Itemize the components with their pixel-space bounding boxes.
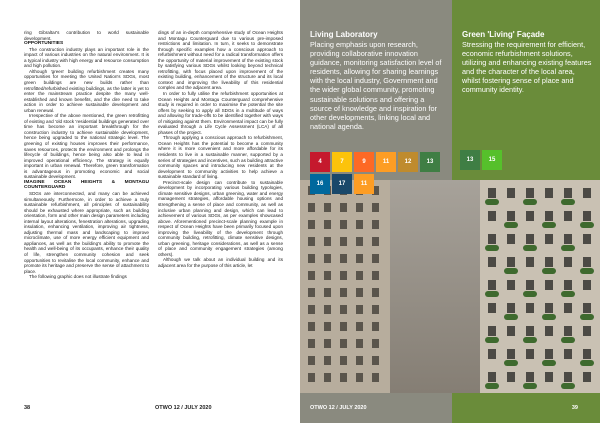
- tower-block: [300, 180, 390, 393]
- window: [545, 303, 553, 313]
- sdg-goal-icon: 11: [376, 152, 396, 172]
- window: [564, 280, 572, 290]
- window: [488, 211, 496, 221]
- window: [356, 203, 363, 212]
- window: [545, 211, 553, 221]
- window: [324, 237, 331, 246]
- balcony-plant: [561, 199, 575, 205]
- window: [507, 372, 515, 382]
- paragraph: Although 'green' building refurbishment creates many opportunities for meeting the United Nation's SDGs, most green buildings are new builds rather than retrofitted/refurbished existing buildings, as the latter is yet to enter the mainstream practice despite the many well-established and known benefits, and the dire need to take action in order to achieve sustainable development and urban renewal.: [24, 68, 149, 113]
- sdg-goal-icon: 7: [332, 152, 352, 172]
- window: [583, 372, 591, 382]
- window: [356, 305, 363, 314]
- window: [372, 373, 379, 382]
- sdg-goal-icon: 16: [310, 174, 330, 194]
- window: [372, 203, 379, 212]
- window: [356, 271, 363, 280]
- window: [507, 326, 515, 336]
- window: [545, 280, 553, 290]
- window: [583, 303, 591, 313]
- window: [564, 188, 572, 198]
- window: [526, 257, 534, 267]
- window: [526, 349, 534, 359]
- window: [583, 280, 591, 290]
- window: [372, 322, 379, 331]
- balcony-plant: [561, 245, 575, 251]
- balcony-plant: [504, 360, 518, 366]
- window: [324, 356, 331, 365]
- window: [583, 326, 591, 336]
- paragraph: In order to fully utilise the refurbishment opportunities at Ocean Heights and Montagu Counterguard comprehensive study is required in order to maximise the potential the site offers by seeking to apply all SDGs in a multitude of ways and allowing for trade-offs to be identified together with ways of mitigating against them. Environmental impact can be fully evaluated through a Life Cycle Assessment (LCA) of all phases of the project.: [158, 91, 283, 135]
- sdg-goal-icon: 11: [354, 174, 374, 194]
- living-laboratory-title: Living Laboratory: [310, 30, 378, 39]
- window: [372, 339, 379, 348]
- window: [583, 349, 591, 359]
- balcony-plant: [542, 314, 556, 320]
- window: [583, 234, 591, 244]
- sdg-goal-icon: 13: [460, 150, 480, 170]
- balcony-plant: [561, 337, 575, 343]
- window: [340, 356, 347, 365]
- window: [545, 326, 553, 336]
- window: [324, 271, 331, 280]
- window: [488, 326, 496, 336]
- balcony-plant: [523, 245, 537, 251]
- window: [308, 220, 315, 229]
- window: [372, 254, 379, 263]
- window: [372, 220, 379, 229]
- paragraph: Through applying a conscious approach to refurbishment, Ocean Heights has the potential to become a community where it is more convenient and more affordable for its residents to live in a sustainable manner, supported by a series of strategies and incentives, such as building attractive community spaces and introducing new residents at the development to community activities to help achieve a sustainable standard of living.: [158, 135, 283, 180]
- window: [324, 305, 331, 314]
- sdg-goal-icon: 12: [398, 152, 418, 172]
- balcony-plant: [485, 291, 499, 297]
- window: [545, 349, 553, 359]
- window: [564, 303, 572, 313]
- window: [564, 326, 572, 336]
- paragraph: ring Gibraltar's contribution to world sustainable development.: [24, 30, 149, 41]
- window: [526, 188, 534, 198]
- window: [340, 288, 347, 297]
- paragraph: Precinct-scale design can contribute to sustainable development by incorporating various building typologies, climate sensitive designs, urban greening, water and energy management strategies, affordable housing options and strengthening a sense of place and community, as well as inclusive urban planning and design, which can lead to achievement of various SDGs, as per examples showcased above. Aforementioned precinct-scale planning example in respect of Ocean Heights have been primarily focused upon improving the liveability of the development through community building, retrofitting, climate sensitive designs, urban greening, heritage considerations, as well as a sense of place and community engagement strategies (among others).: [158, 179, 283, 257]
- window: [308, 322, 315, 331]
- sdg-goal-icon: 13: [420, 152, 440, 172]
- magazine-footer-right: OTWO 12 / JULY 2020: [310, 405, 367, 411]
- right-page: [300, 0, 600, 423]
- window: [308, 373, 315, 382]
- balcony-plant: [523, 337, 537, 343]
- window: [340, 305, 347, 314]
- magazine-footer-left: OTWO 12 / JULY 2020: [155, 405, 212, 411]
- balcony-plant: [504, 268, 518, 274]
- window: [356, 254, 363, 263]
- left-column-2: [158, 30, 283, 269]
- balcony-plant: [485, 199, 499, 205]
- sdg-goal-icon: 17: [332, 174, 352, 194]
- window: [356, 373, 363, 382]
- window: [545, 372, 553, 382]
- paragraph: SDGs are interconnected, and many can be achieved simultaneously. Furthermore, in order to achieve a truly sustainable refurbishment, all principles of sustainability should be exhausted where appropriate, such as building orientation, form and other main design parameters including internal layout alterations, fenestration alterations, upgrading insulation, enhancing ventilation, improving air tightness, adjusting thermal mass and landscaping to improve microclimate, use of more energy efficient equipment and appliances, as well as the building's ability to promote the health and well-being of its occupants, enhance their quality of life, strengthen community cohesion and seek opportunities to revitalise the local community, enhance and promote its heritage and preserve the sense of attachment to place.: [24, 191, 149, 274]
- window: [526, 280, 534, 290]
- window: [507, 211, 515, 221]
- paragraph: The construction industry plays an important role in the impact of various industries on the natural environment. It is a typical industry with high energy and resource consumption and high pollution.: [24, 46, 149, 69]
- balcony-plant: [504, 222, 518, 228]
- paragraph: The following graphic does not illustrate findings: [29, 274, 127, 280]
- window: [324, 373, 331, 382]
- window: [526, 326, 534, 336]
- window: [507, 303, 515, 313]
- window: [308, 305, 315, 314]
- window: [308, 271, 315, 280]
- window: [488, 234, 496, 244]
- balcony-plant: [485, 245, 499, 251]
- balcony-plant: [561, 291, 575, 297]
- balcony-plant: [561, 383, 575, 389]
- window: [356, 356, 363, 365]
- window: [372, 356, 379, 365]
- window: [488, 372, 496, 382]
- paragraph: dings of an in-depth comprehensive study of Ocean Heights and Montagu Counterguard due to various pre-imposed restrictions and limitation. In turn, it seeks to demonstrate through specific examples how a conscious approach to refurbishment without need for a radical transformation offers the opportunity of material improvement of the existing stock by satisfying various SDGs whilst looking beyond technical retrofitting, with focus placed upon improvement of the existing building, enhancement of the structure and its local context and improving the liveability of this residential complex and the adjacent area.: [158, 30, 283, 91]
- window: [340, 322, 347, 331]
- window: [545, 257, 553, 267]
- balcony-plant: [580, 314, 594, 320]
- window: [308, 254, 315, 263]
- window: [507, 188, 515, 198]
- window: [564, 211, 572, 221]
- window: [340, 220, 347, 229]
- window: [583, 211, 591, 221]
- window: [488, 349, 496, 359]
- window: [526, 234, 534, 244]
- balcony-plant: [523, 291, 537, 297]
- window: [488, 303, 496, 313]
- green-facade-building: [480, 180, 600, 393]
- green-facade-title: Green 'Living' Façade: [462, 30, 545, 39]
- window: [340, 271, 347, 280]
- window: [526, 303, 534, 313]
- window: [507, 257, 515, 267]
- window: [488, 257, 496, 267]
- window: [372, 237, 379, 246]
- window: [308, 203, 315, 212]
- page-number-left: 38: [24, 405, 31, 411]
- window: [564, 349, 572, 359]
- window: [308, 237, 315, 246]
- window: [564, 257, 572, 267]
- window: [545, 234, 553, 244]
- window: [324, 288, 331, 297]
- window: [356, 220, 363, 229]
- window: [340, 237, 347, 246]
- window: [564, 234, 572, 244]
- sdg-goal-icon: 9: [354, 152, 374, 172]
- window: [324, 254, 331, 263]
- window: [372, 288, 379, 297]
- window: [308, 339, 315, 348]
- window: [507, 349, 515, 359]
- living-laboratory-text: Placing emphasis upon research, providing collaborative innovation guidance, monitoring satisfaction level of residents, allowing for sharing learnings with the local industry, Government and the wider global community, promoting sustainable solutions and offering a source of knowledge and inspiration for other developments, linking local and national agenda.: [310, 40, 442, 131]
- window: [324, 203, 331, 212]
- window: [340, 203, 347, 212]
- window: [308, 288, 315, 297]
- sdg-goal-icon: 15: [482, 150, 502, 170]
- window: [324, 220, 331, 229]
- window: [526, 211, 534, 221]
- balcony-plant: [504, 314, 518, 320]
- building-photo: [300, 180, 600, 393]
- section-heading: OPPORTUNITIES: [24, 41, 64, 47]
- green-facade-text: Stressing the requirement for efficient, economic refurbishment solutions, utilizing and enhancing existing features and the character of the local area, whilst fostering sense of place and community identity.: [462, 40, 592, 95]
- balcony-plant: [542, 222, 556, 228]
- window: [488, 188, 496, 198]
- balcony-plant: [542, 360, 556, 366]
- window: [372, 271, 379, 280]
- window: [526, 372, 534, 382]
- window: [488, 280, 496, 290]
- window: [583, 257, 591, 267]
- paragraph: Although we talk about an individual building and its adjacent area for the purpose of this article, let: [158, 257, 283, 268]
- window: [356, 288, 363, 297]
- balcony-plant: [580, 222, 594, 228]
- window: [356, 339, 363, 348]
- window: [340, 373, 347, 382]
- window: [507, 280, 515, 290]
- balcony-plant: [485, 337, 499, 343]
- window: [324, 322, 331, 331]
- window: [507, 234, 515, 244]
- window: [545, 188, 553, 198]
- window: [324, 339, 331, 348]
- window: [340, 254, 347, 263]
- balcony-plant: [485, 383, 499, 389]
- window: [564, 372, 572, 382]
- balcony-plant: [523, 199, 537, 205]
- balcony-plant: [542, 268, 556, 274]
- window: [308, 356, 315, 365]
- sdg-goal-icon: 4: [310, 152, 330, 172]
- balcony-plant: [580, 268, 594, 274]
- window: [583, 188, 591, 198]
- balcony-plant: [523, 383, 537, 389]
- paragraph: Irrespective of the above mentioned, the green retrofitting of existing and 'old stock 'residential buildings generated over time has become an important breakthrough for the construction industry to achieve sustainable development, hence being upgraded to the national strategic level. The greening of existing houses improves their performance, saves resources, protects the environment and prolongs the lifecycle of buildings, hence being also able to lead in improved operational efficiency. The strategy is equally important in urban renewal. Therefore, green transformation is advantageous in promoting economic and social sustainable development.: [24, 113, 149, 180]
- window: [356, 322, 363, 331]
- window: [340, 339, 347, 348]
- window: [372, 305, 379, 314]
- section-heading: IMAGINE OCEAN HEIGHTS & MONTAGU COUNTERGUARD: [24, 179, 149, 191]
- window: [356, 237, 363, 246]
- balcony-plant: [580, 360, 594, 366]
- left-column-1: [24, 30, 149, 280]
- page-number-right: 39: [571, 405, 578, 411]
